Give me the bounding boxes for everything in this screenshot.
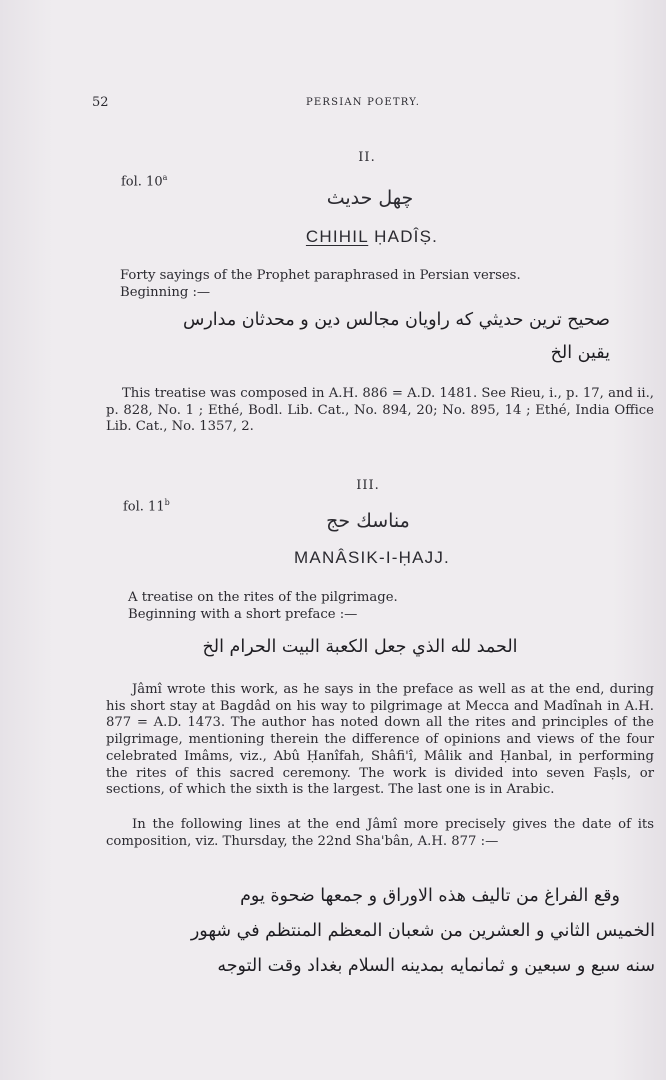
arabic-colophon-line-1: وقع الفراغ من تاليف هذه الاوراق و جمعها ضحوة يوم <box>240 886 620 906</box>
arabic-colophon-line-2: الخميس الثاني و العشرين من شعبان المعظم المنتظم في شهور <box>190 921 655 941</box>
arabic-title-manasik-hajj: مناسك حج <box>326 510 410 532</box>
work-title-chihil-hadis: CHIHIL ḤADÎṢ. <box>305 227 439 246</box>
arabic-beginning-line-1: صحيح ترين حديثي كه راويان مجالس دين و محدثان مدارس <box>182 310 610 330</box>
section-numeral-ii: II. <box>358 150 376 165</box>
arabic-beginning-line: الحمد لله الذي جعل الكعبة البيت الحرام الخ <box>202 637 518 657</box>
folio-reference: fol. 10$^a$ <box>121 173 168 190</box>
description-chihil-hadis: Forty sayings of the Prophet paraphrased in Persian verses. Beginning :— <box>120 268 521 300</box>
arabic-beginning-line-2: يقين الخ <box>550 343 610 363</box>
arabic-title-chihil-hadis: چهل حديث <box>326 187 414 209</box>
folio-reference: fol. 11$^b$ <box>123 498 170 515</box>
arabic-colophon-line-3: سنه سبع و سبعين و ثمانمايه بمدينه السلام بغداد وقت التوجه <box>217 956 655 976</box>
section-numeral-iii: III. <box>356 478 380 493</box>
description-manasik-hajj: A treatise on the rites of the pilgrimage. Beginning with a short preface :— <box>128 590 398 622</box>
work-title-manasik-hajj: MANÂSIK-I-ḤAJJ. <box>294 548 450 567</box>
page-number: 52 <box>92 95 109 110</box>
note-chihil-hadis: This treatise was composed in A.H. 886 = A.D. 1481. See Rieu, i., p. 17, and ii., p. 828, No. 1 ; Ethé, Bodl. Lib. Cat., No. 894, 20; No. 895, 14 ; Ethé, India Office Lib. Cat., No. 1357, 2. <box>106 386 654 435</box>
running-title: PERSIAN POETRY. <box>306 97 421 108</box>
paragraph-date: In the following lines at the end Jâmî more precisely gives the date of its composition, viz. Thursday, the 22nd Sha'bân, A.H. 877 :— <box>106 817 654 849</box>
paragraph-composition: Jâmî wrote this work, as he says in the preface as well as at the end, during his short stay at Bagdâd on his way to pilgrimage at Mecca and Madînah in A.H. 877 = A.D. 1473. The author has noted down all the rites and principles of the pilgrimage, mentioning therein the difference of opinions and views of the four celebrated Imâms, viz., Abû Ḥanîfah, Shâfi'î, Mâlik and Ḥanbal, in performing the rites of this sacred ceremony. The work is divided into seven Faṣls, or sections, of which the sixth is the largest. The last one is in Arabic. <box>106 682 654 798</box>
